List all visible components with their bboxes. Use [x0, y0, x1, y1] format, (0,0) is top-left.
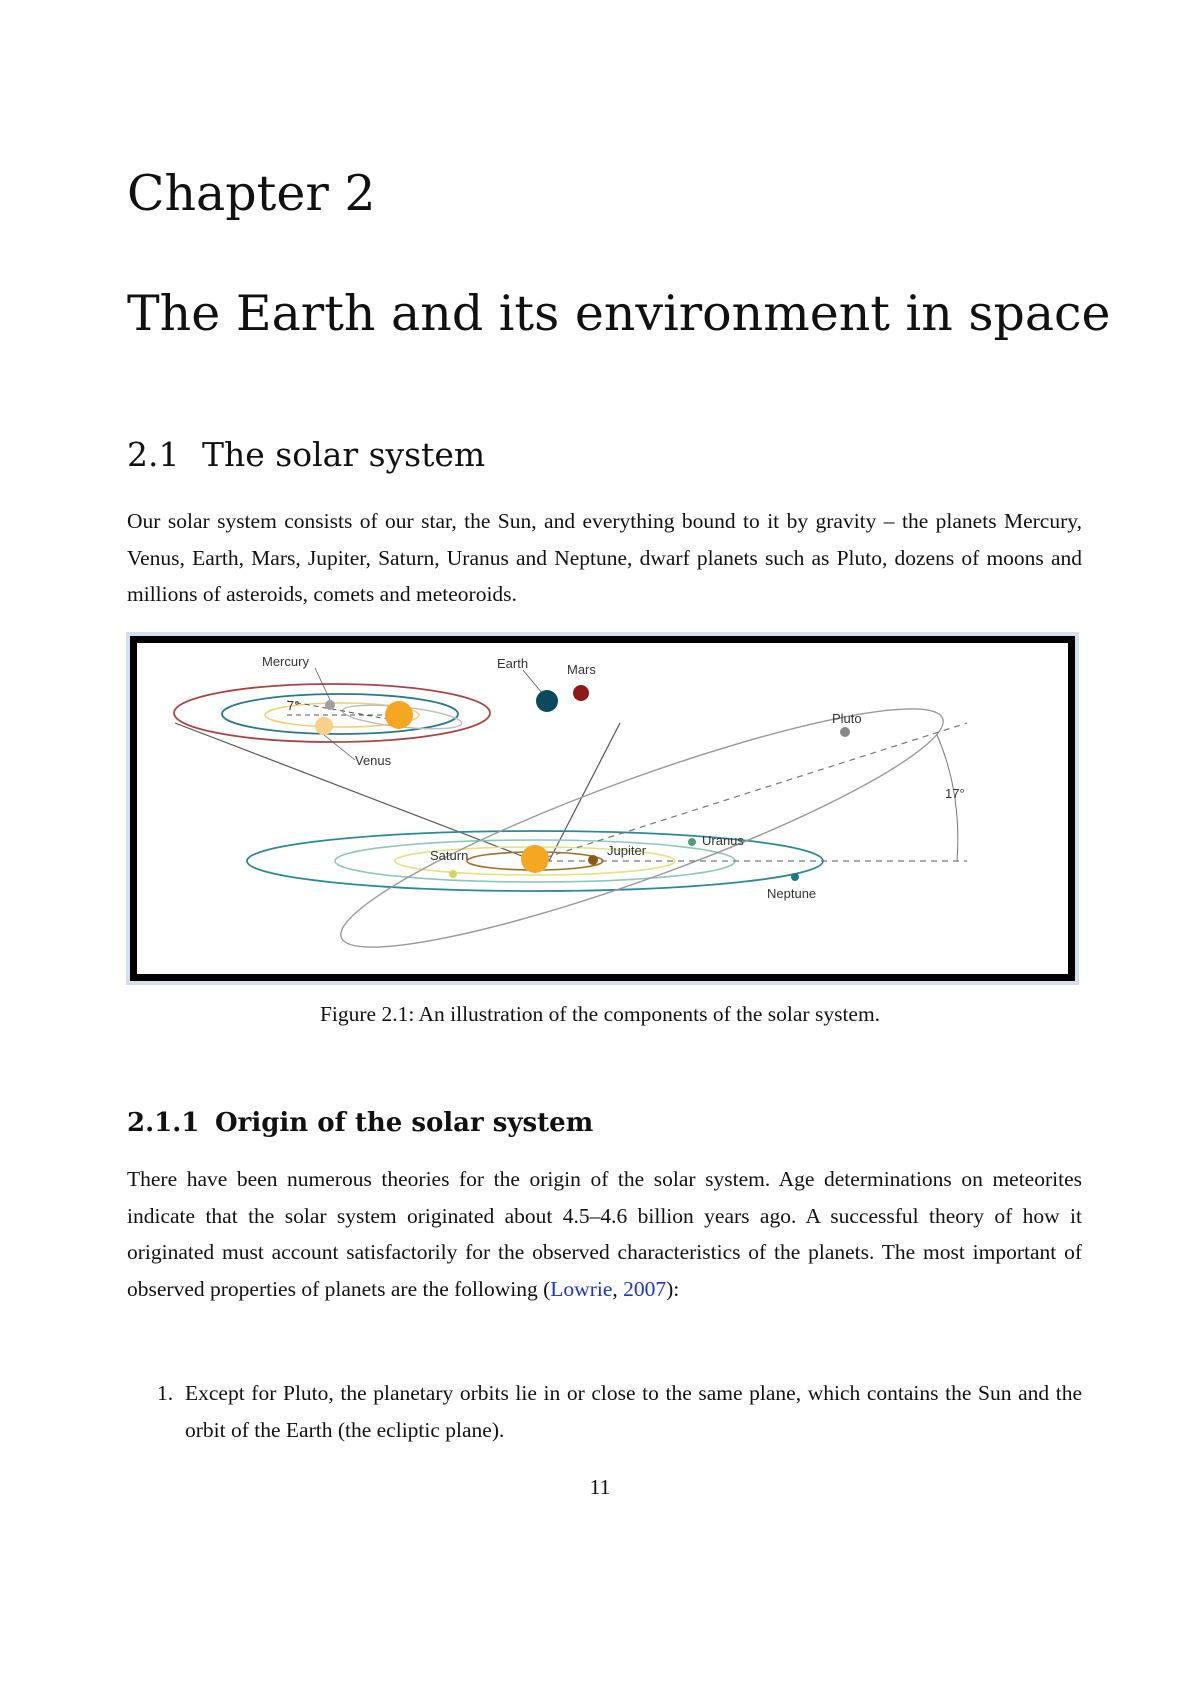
label-jupiter: Jupiter — [607, 843, 647, 858]
label-venus: Venus — [355, 753, 392, 768]
properties-list — [127, 1375, 1082, 1448]
label-mercury: Mercury — [262, 654, 309, 669]
paragraph-text: There have been numerous theories for the origin of the solar system. Age determinations on meteorites indicate that the solar system originated about 4.5–4.6 billion years ago. A successful theory of how it originated must account satisfactorily for the observed characteristics of the planets. The most important of observed properties of planets are the following ( — [127, 1167, 1082, 1301]
label-mars: Mars — [567, 662, 596, 677]
solar-system-illustration — [137, 643, 1068, 974]
pluto-planet — [840, 727, 850, 737]
chapter-label: Chapter 2 — [127, 165, 376, 222]
earth-planet — [536, 690, 558, 712]
section-number: 2.1 — [127, 435, 180, 474]
pluto-orbit — [324, 672, 960, 974]
jupiter-planet — [588, 855, 598, 865]
label-7: 7° — [287, 698, 300, 713]
figure-caption: Figure 2.1: An illustration of the components of the solar system. — [319, 1002, 881, 1026]
venus-planet — [315, 717, 333, 735]
mars-planet — [573, 685, 589, 701]
leader-earth — [523, 670, 542, 693]
sun-outer — [521, 845, 549, 873]
list-item-text: Except for Pluto, the planetary orbits lie in or close to the same plane, which contains the Sun and the orbit of the Earth (the ecliptic plane). — [185, 1381, 1082, 1442]
label-neptune: Neptune — [767, 886, 817, 901]
paragraph-text-end: ): — [666, 1276, 680, 1301]
leader-venus — [324, 735, 355, 760]
solar-system-figure — [126, 632, 1079, 985]
page-number: 11 — [589, 1475, 611, 1499]
label-uranus: Uranus — [702, 833, 744, 848]
subsection-paragraph — [127, 1161, 1082, 1307]
citation-separator: , — [612, 1276, 624, 1301]
label-saturn: Saturn — [430, 848, 469, 863]
list-marker: 1. — [157, 1381, 174, 1405]
mercury-planet — [325, 700, 335, 710]
uranus-planet — [688, 838, 696, 846]
citation-link-year[interactable]: 2007 — [623, 1276, 667, 1301]
section-heading — [127, 435, 485, 474]
subsection-number: 2.1.1 — [127, 1108, 200, 1138]
section-paragraph: Our solar system consists of our star, the Sun, and everything bound to it by gravity – the planets Mercury, Venus, Earth, Mars, Jupiter, Saturn, Uranus and Neptune, dwarf planets such as Pluto, dozens of moons and millions of asteroids, comets and meteoroids. — [127, 509, 1082, 606]
subsection-title: Origin of the solar system — [215, 1108, 594, 1138]
chapter-title: The Earth and its environment in space — [127, 285, 1111, 342]
sun-inner — [385, 701, 413, 729]
list-item — [127, 1375, 1082, 1448]
label-pluto: Pluto — [832, 711, 862, 726]
figure-frame — [130, 636, 1075, 981]
saturn-planet — [449, 870, 457, 878]
neptune-planet — [791, 873, 799, 881]
label-earth: Earth — [497, 656, 529, 671]
label-17: 17° — [945, 786, 965, 801]
subsection-heading — [127, 1108, 593, 1138]
citation-link-author[interactable]: Lowrie — [550, 1276, 613, 1301]
section-title: The solar system — [202, 435, 486, 474]
